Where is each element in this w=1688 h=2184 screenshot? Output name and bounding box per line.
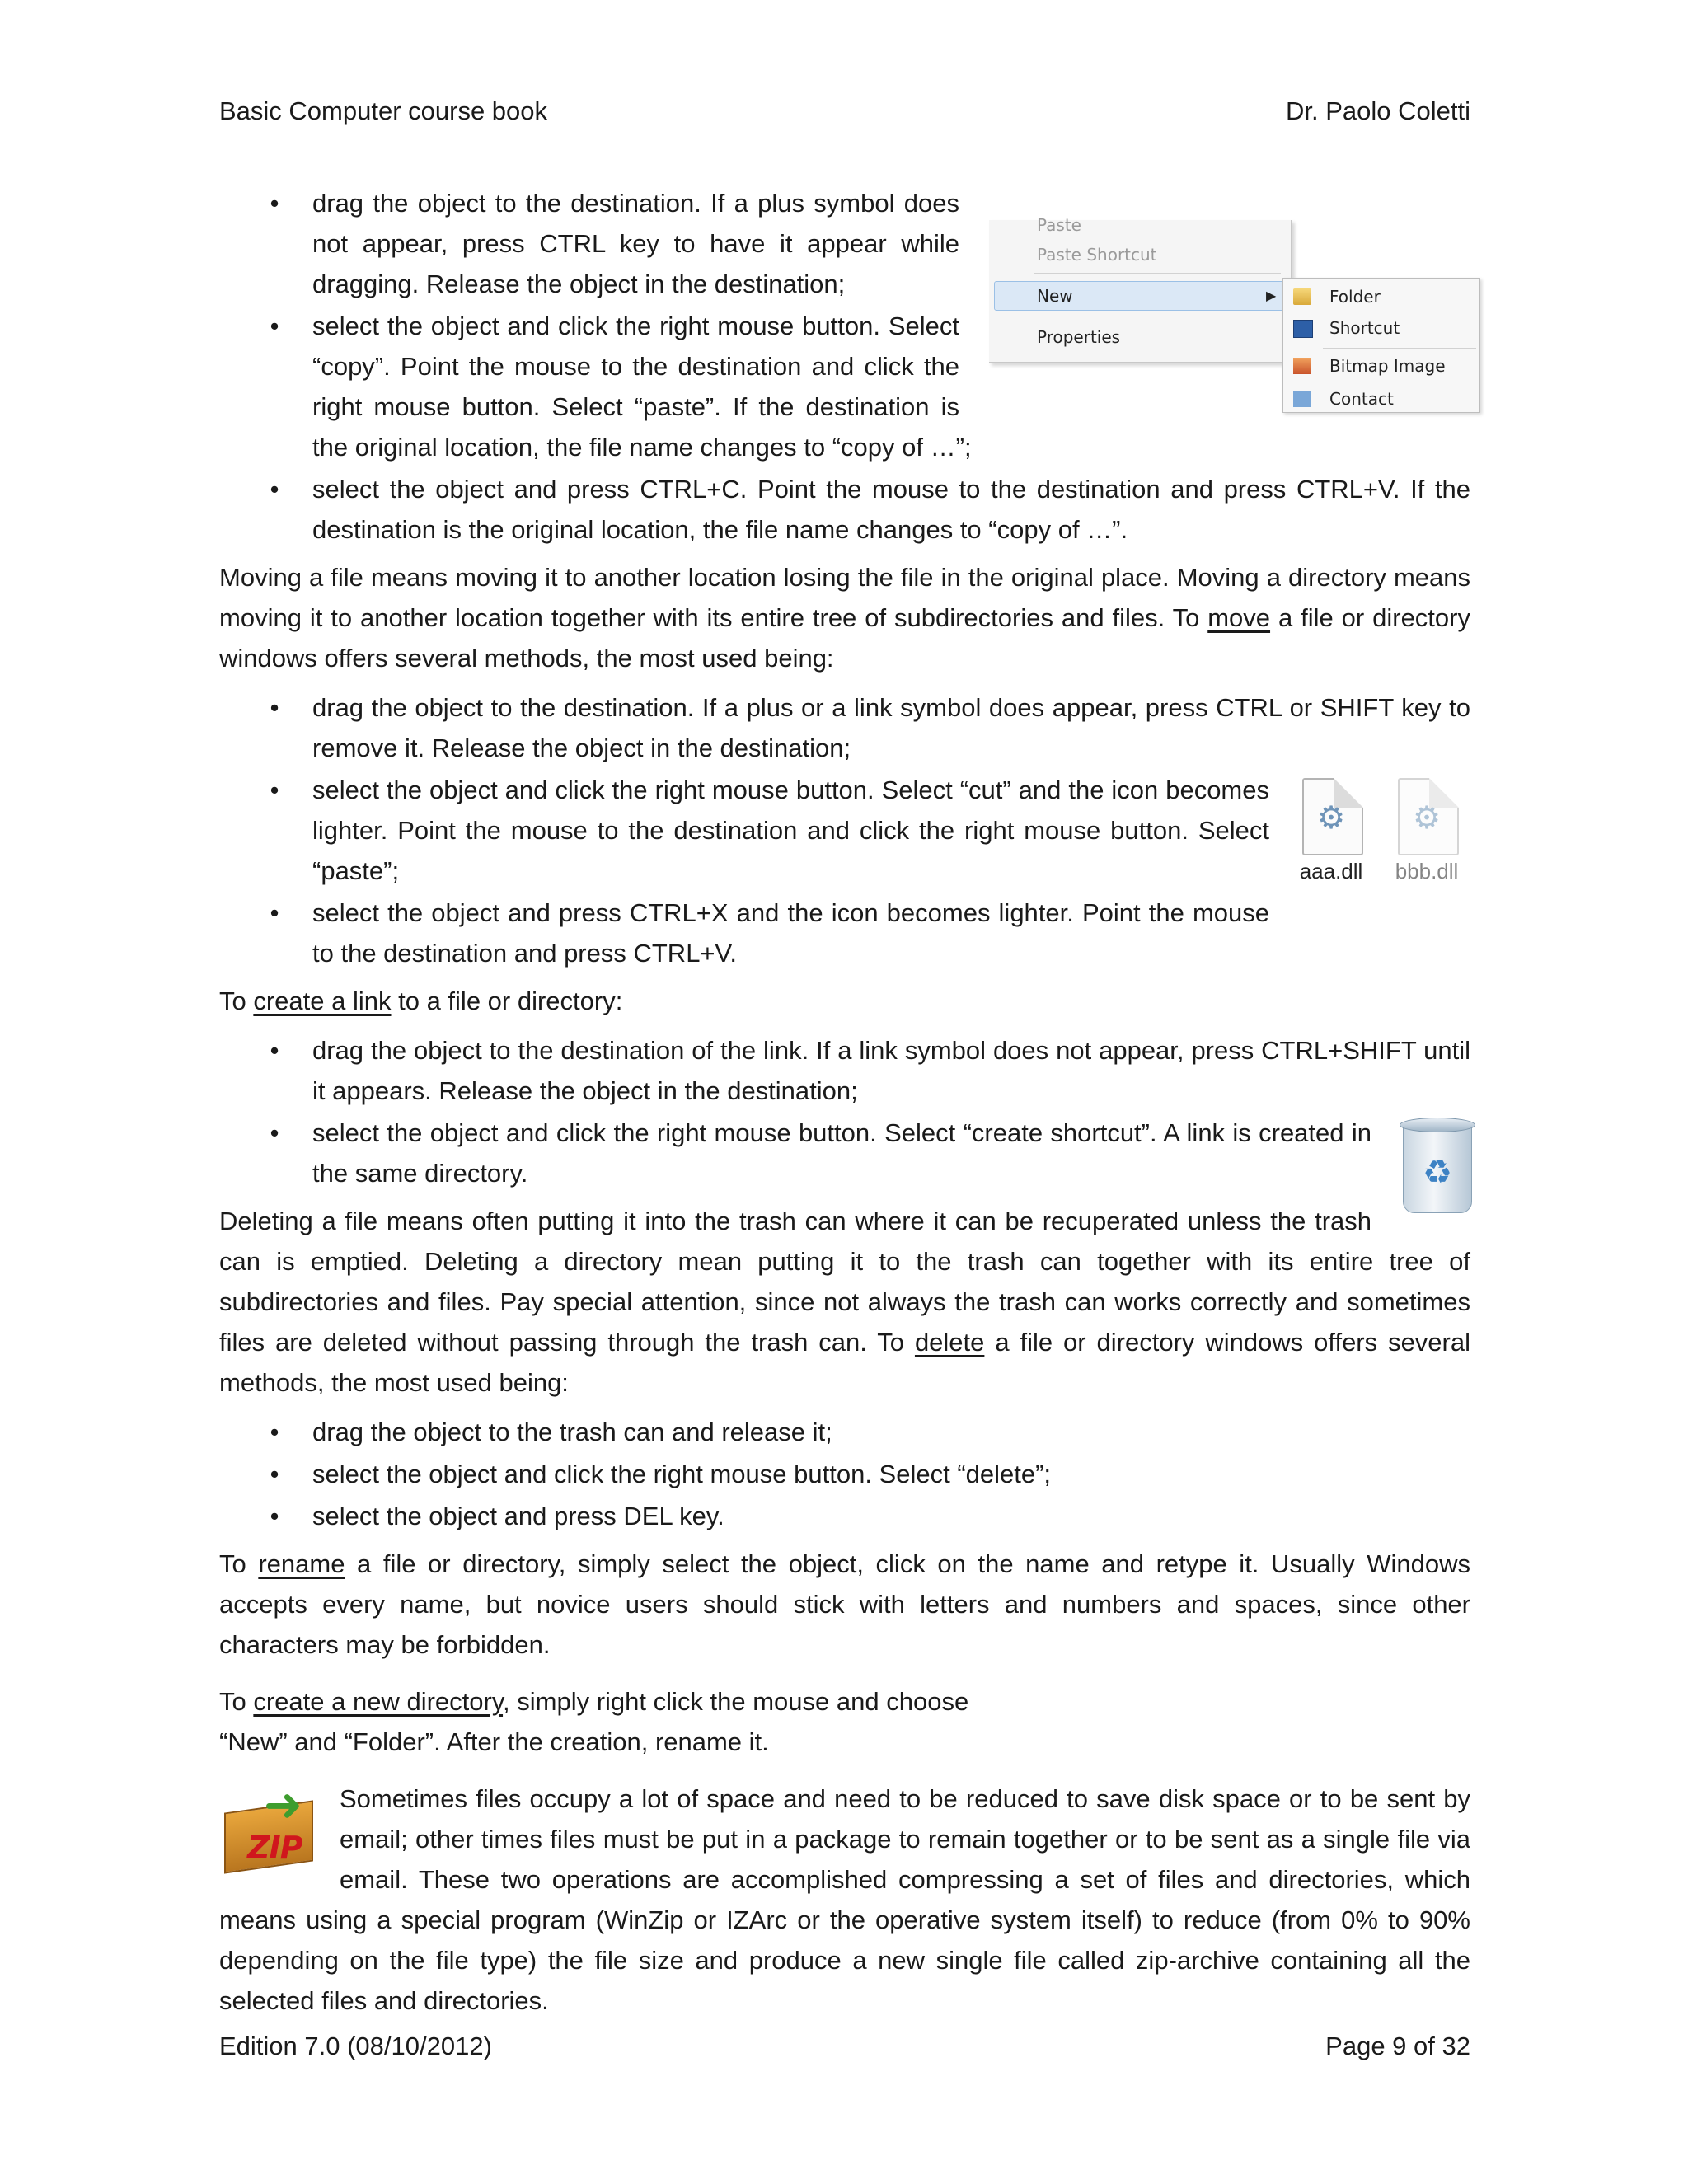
submenu-item-shortcut: Shortcut — [1329, 318, 1400, 338]
bullet-icon: • — [270, 1460, 279, 1488]
zip-archive-icon — [219, 1779, 323, 1874]
submenu-arrow-icon: ▶ — [1266, 288, 1277, 303]
zip-logo: ZIP — [247, 1830, 302, 1866]
bullet-icon: • — [270, 693, 279, 722]
copy-methods-list — [219, 183, 1470, 550]
dll-file-label: aaa.dll — [1299, 859, 1363, 883]
dll-icons-figure — [1286, 771, 1475, 895]
bullet-icon: • — [270, 312, 279, 340]
list-item: • drag the object to the trash can and release it; — [219, 1412, 1470, 1452]
footer-edition: Edition 7.0 (08/10/2012) — [219, 2032, 492, 2060]
keyword-move: move — [1207, 603, 1271, 632]
list-item: • select the object and press DEL key. — [219, 1496, 1470, 1536]
dll-file-icon — [1302, 778, 1363, 855]
submenu-item-bitmap-image: Bitmap Image — [1329, 356, 1446, 376]
list-item: ♻ • select the object and click the right mouse button. Select “create shortcut”. A link is created in the same directory. — [219, 1113, 1470, 1193]
bullet-icon: • — [270, 475, 279, 504]
page-header — [219, 91, 1470, 130]
menu-item-paste: Paste — [1037, 215, 1081, 235]
list-item: • select the object and click the right mouse button. Select “delete”; — [219, 1454, 1470, 1494]
list-item: • select the object and press CTRL+X and the icon becomes lighter. Point the mouse to the destination and press CTRL+V. — [219, 893, 1470, 973]
bullet-icon: • — [270, 1036, 279, 1065]
rename-paragraph: To rename a file or directory, simply select the object, click on the name and retype it. Usually Windows accepts every name, but novice users should stick with letters and numbers and spaces, since other characters may be forbidden. — [219, 1549, 1470, 1659]
list-item: • drag the object to the destination of the link. If a link symbol does not appear, press CTRL+SHIFT until it appears. Release the object in the destination; — [219, 1030, 1470, 1111]
keyword-create-link: create a link — [253, 987, 392, 1015]
delete-methods-list — [219, 1412, 1470, 1536]
bullet-icon: • — [270, 898, 279, 927]
move-paragraph: Moving a file means moving it to another location losing the file in the original place. Moving a directory means moving it to another location together with its entire tree of subdirectories and files. To move a file or directory windows offers several methods, the most used being: — [219, 563, 1470, 673]
bullet-icon: • — [270, 1502, 279, 1530]
link-methods-list — [219, 1030, 1470, 1193]
header-book-title: Basic Computer course book — [219, 96, 548, 125]
keyword-delete: delete — [914, 1328, 985, 1357]
list-item: • select the object and click the right mouse button. Select “copy”. Point the mouse to the destination and click the right mouse button. Select “paste”. If the destination is the original location, the file name changes to “copy of …”; — [219, 306, 1470, 467]
move-methods-list — [219, 687, 1470, 973]
recycle-icon: ♻ — [1423, 1155, 1452, 1191]
page-footer — [219, 2026, 1470, 2065]
dll-file-label: bbb.dll — [1395, 859, 1459, 883]
submenu-item-folder: Folder — [1329, 287, 1381, 307]
gear-icon: ⚙ — [1316, 801, 1346, 836]
menu-item-properties: Properties — [1037, 327, 1121, 347]
submenu-item-contact: Contact — [1329, 389, 1394, 409]
gear-icon: ⚙ — [1412, 801, 1442, 836]
list-item: ⚙ aaa.dll ⚙ bbb.dll • select the object and click the right mouse button. Select “cut” and the icon becomes lighter. Point the mouse to the destination and click the right mouse button. Select “paste”; — [219, 770, 1470, 891]
dll-file-icon — [1398, 778, 1459, 855]
bullet-icon: • — [270, 1118, 279, 1147]
list-item: • drag the object to the destination. If a plus or a link symbol does appear, press CTRL or SHIFT key to remove it. Release the object in the destination; — [219, 687, 1470, 768]
arrow-icon: ➜ — [264, 1779, 302, 1830]
compression-paragraph: Sometimes files occupy a lot of space and need to be reduced to save disk space or to be sent by email; other times files must be put in a package to remain together or to be sent as a single file via email. These two operations are accomplished compressing a set of files and directories, which means using a special program (WinZip or IZArc or the operative system itself) to reduce (from 0% to 90% depending on the file type) the file size and produce a new single file called zip-archive containing all the selected files and directories. — [219, 1784, 1470, 2015]
bullet-icon: • — [270, 189, 279, 218]
new-directory-paragraph: To create a new directory, simply right click the mouse and choose “New” and “Folder”. After the creation, rename it. — [219, 1687, 969, 1756]
bullet-icon: • — [270, 776, 279, 804]
page-content — [219, 183, 1470, 2030]
list-item: • drag the object to the destination. If a plus symbol does not appear, press CTRL key to have it appear while dragging. Release the object in the destination; — [219, 183, 1470, 304]
menu-item-new: New — [1037, 286, 1073, 306]
create-link-paragraph: To create a link to a file or directory: — [219, 987, 623, 1015]
delete-paragraph: Deleting a file means often putting it into the trash can where it can be recuperated unless the trash can is emptied. Deleting a directory mean putting it to the trash can together with its entire tree of subdirectories and files. Pay special attention, since not always the trash can works correctly and sometimes files are deleted without passing through the trash can. To delete a file or directory windows offers several methods, the most used being: — [219, 1207, 1470, 1397]
footer-page-number: Page 9 of 32 — [1325, 2032, 1470, 2060]
keyword-create-new-directory: create a new directory — [253, 1687, 504, 1716]
keyword-rename: rename — [258, 1549, 345, 1578]
menu-item-paste-shortcut: Paste Shortcut — [1037, 245, 1157, 265]
bullet-icon: • — [270, 1418, 279, 1446]
header-author: Dr. Paolo Coletti — [1286, 96, 1470, 125]
trash-can-icon — [1385, 1113, 1484, 1220]
list-item: • select the object and press CTRL+C. Point the mouse to the destination and press CTRL+V. If the destination is the original location, the file name changes to “copy of …”. — [219, 469, 1470, 550]
